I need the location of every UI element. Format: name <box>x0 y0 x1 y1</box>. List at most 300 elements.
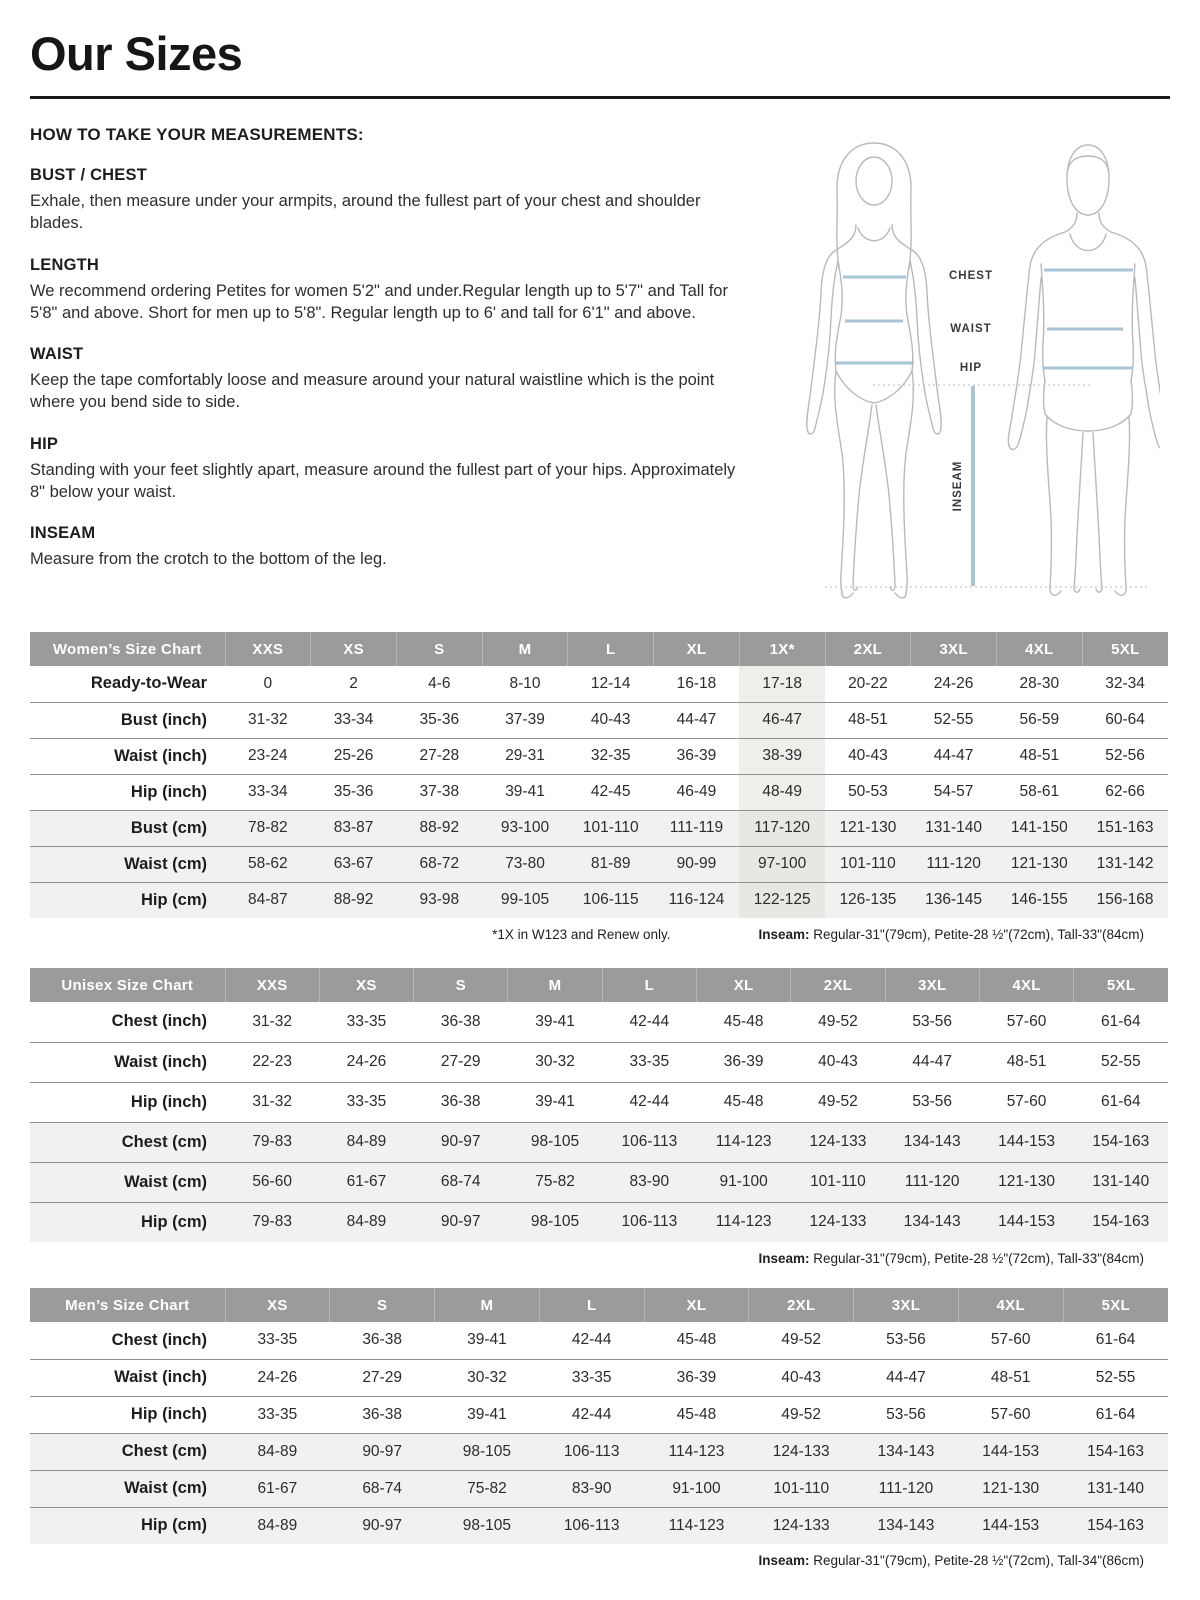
size-cell: 101-110 <box>582 819 639 836</box>
section-title: BUST / CHEST <box>30 166 147 184</box>
table-row <box>30 774 1168 810</box>
size-cell: 40-43 <box>590 711 631 728</box>
header-row <box>30 1288 1168 1322</box>
female-right-leg-inner <box>876 405 895 590</box>
size-cell: 61-64 <box>1101 1093 1141 1110</box>
size-cell: 42-44 <box>571 1405 612 1423</box>
size-cell: 144-153 <box>982 1442 1040 1460</box>
size-cell: 53-56 <box>886 1405 926 1423</box>
size-cell: 36-39 <box>676 1368 717 1386</box>
instruction-sections <box>30 166 760 570</box>
size-cell: 57-60 <box>1006 1093 1047 1110</box>
size-cell: 45-48 <box>723 1093 764 1110</box>
size-cell: 101-110 <box>810 1173 866 1190</box>
size-cell: 91-100 <box>719 1173 768 1190</box>
table-row <box>30 882 1168 918</box>
size-cell: 44-47 <box>912 1053 953 1070</box>
size-cell: 81-89 <box>590 855 631 872</box>
size-cell: 99-105 <box>500 891 550 909</box>
row-label: Hip (inch) <box>130 1405 207 1423</box>
size-cell: 48-51 <box>1019 747 1060 764</box>
size-cell: 42-45 <box>590 783 631 800</box>
table-footnote <box>30 1251 1170 1266</box>
size-column-header: XL <box>696 968 790 1002</box>
body-figures-illustration <box>770 135 1160 615</box>
size-column-header: XS <box>225 1288 330 1322</box>
size-cell: 25-26 <box>333 747 374 764</box>
row-label: Hip (cm) <box>141 1212 207 1231</box>
womens-size-chart <box>30 632 1170 942</box>
row-label: Chest (cm) <box>121 1132 207 1151</box>
size-table <box>30 1288 1168 1544</box>
size-cell: 61-64 <box>1095 1331 1136 1349</box>
size-column-header: 2XL <box>825 632 911 666</box>
size-column-header: L <box>602 968 696 1002</box>
size-cell: 40-43 <box>781 1368 822 1386</box>
size-cell: 111-120 <box>926 855 981 872</box>
measurement-instructions <box>30 125 760 570</box>
size-cell: 35-36 <box>419 711 460 728</box>
size-column-header: L <box>539 1288 644 1322</box>
size-cell: 98-105 <box>530 1213 580 1231</box>
size-column-header: 2XL <box>791 968 885 1002</box>
section-title: WAIST <box>30 345 84 364</box>
size-cell: 48-51 <box>1006 1053 1047 1070</box>
size-column-header: S <box>330 1288 435 1322</box>
measurement-section <box>30 256 760 325</box>
mens-size-chart <box>30 1288 1170 1568</box>
measurement-section <box>30 166 760 235</box>
size-cell: 114-123 <box>715 1213 772 1231</box>
female-right-leg <box>904 371 914 592</box>
size-cell: 33-35 <box>346 1093 387 1110</box>
female-torso-left <box>835 261 842 371</box>
size-cell: 27-28 <box>419 747 460 764</box>
row-label: Bust (cm) <box>130 818 207 837</box>
size-cell: 131-142 <box>1096 855 1154 872</box>
size-cell: 97-100 <box>739 846 825 882</box>
size-column-header: 3XL <box>911 632 997 666</box>
size-cell: 146-155 <box>1010 891 1068 909</box>
size-cell: 124-133 <box>772 1442 830 1460</box>
size-cell: 50-53 <box>848 783 888 800</box>
size-column-header: XS <box>319 968 413 1002</box>
table-row <box>30 738 1168 774</box>
table-row <box>30 1002 1168 1042</box>
size-column-header: XS <box>311 632 397 666</box>
size-cell: 106-113 <box>563 1516 620 1534</box>
female-neckline <box>858 228 890 241</box>
female-left-foot <box>842 592 853 598</box>
female-left-leg <box>835 371 845 592</box>
size-cell: 33-35 <box>629 1053 670 1070</box>
table-row <box>30 810 1168 846</box>
size-cell: 84-89 <box>346 1133 387 1150</box>
size-cell: 53-56 <box>912 1012 953 1030</box>
section-body: Standing with your feet slightly apart, measure around the fullest part of your hips. Approximately 8" below your waist. <box>30 460 736 501</box>
size-cell: 39-41 <box>467 1405 507 1423</box>
size-cell: 31-32 <box>252 1012 292 1030</box>
size-cell: 141-150 <box>1010 819 1068 836</box>
footnote-inseam-note: Inseam: Regular-31"(79cm), Petite-28 ½"(72cm), Tall-33"(84cm) <box>758 1251 1144 1266</box>
size-column-header: 2XL <box>749 1288 854 1322</box>
table-row <box>30 1162 1168 1202</box>
female-face <box>856 157 892 205</box>
size-column-header: 3XL <box>854 1288 959 1322</box>
size-cell: 90-97 <box>362 1442 402 1460</box>
size-column-header: 4XL <box>996 632 1082 666</box>
size-cell: 23-24 <box>248 747 288 764</box>
size-cell: 121-130 <box>998 1173 1055 1190</box>
size-column-header: 3XL <box>885 968 979 1002</box>
section-body: Keep the tape comfortably loose and measure around your natural waistline which is the point where you bend side to side. <box>30 371 715 412</box>
size-cell: 27-29 <box>362 1368 402 1386</box>
size-cell: 39-41 <box>535 1093 575 1110</box>
row-label: Waist (cm) <box>124 854 207 873</box>
size-cell: 32-35 <box>590 747 631 764</box>
size-cell: 44-47 <box>676 711 717 728</box>
size-cell: 33-35 <box>346 1012 387 1030</box>
size-cell: 101-110 <box>840 855 896 872</box>
size-cell: 60-64 <box>1105 711 1145 728</box>
size-cell: 114-123 <box>668 1442 725 1460</box>
measurement-guide <box>30 125 1170 625</box>
male-hair <box>1067 156 1109 175</box>
size-cell: 36-39 <box>723 1053 764 1070</box>
instructions-heading: HOW TO TAKE YOUR MEASUREMENTS: <box>30 125 364 144</box>
size-cell: 40-43 <box>848 747 888 764</box>
footnote-inseam-note: Inseam: Regular-31"(79cm), Petite-28 ½"(72cm), Tall-34"(86cm) <box>758 1553 1144 1568</box>
size-cell: 90-97 <box>440 1213 481 1231</box>
table-row <box>30 1507 1168 1544</box>
row-label: Chest (cm) <box>121 1442 207 1460</box>
size-cell: 53-56 <box>912 1093 953 1110</box>
hip-label: HIP <box>959 362 983 374</box>
size-cell: 49-52 <box>781 1405 822 1423</box>
size-cell: 40-43 <box>818 1053 858 1070</box>
table-row <box>30 1202 1168 1242</box>
size-cell: 37-38 <box>419 783 460 800</box>
size-cell: 68-74 <box>440 1173 481 1190</box>
size-cell: 58-61 <box>1019 783 1060 800</box>
size-cell: 154-163 <box>1087 1516 1144 1534</box>
table-footnote <box>30 927 1170 942</box>
size-cell: 58-62 <box>248 855 288 872</box>
title-divider <box>30 96 1170 99</box>
size-cell: 106-113 <box>621 1133 678 1150</box>
size-cell: 126-135 <box>839 891 897 909</box>
size-column-header: L <box>568 632 654 666</box>
size-cell: 156-168 <box>1096 891 1154 909</box>
female-hair <box>837 143 911 269</box>
size-cell: 78-82 <box>248 819 288 836</box>
size-column-header: XXS <box>225 968 319 1002</box>
footnote-asterisk-note: *1X in W123 and Renew only. <box>492 927 671 942</box>
size-cell: 42-44 <box>571 1331 612 1349</box>
size-cell: 91-100 <box>672 1479 721 1497</box>
size-cell: 49-52 <box>818 1012 858 1030</box>
size-cell: 111-120 <box>878 1479 934 1497</box>
size-cell: 121-130 <box>1010 855 1068 872</box>
size-cell: 48-51 <box>848 711 888 728</box>
size-cell: 134-143 <box>877 1516 935 1534</box>
size-cell: 111-120 <box>904 1173 960 1190</box>
size-cell: 33-34 <box>248 783 288 800</box>
size-cell: 101-110 <box>773 1479 830 1497</box>
size-cell: 36-38 <box>362 1331 402 1349</box>
measurement-section <box>30 435 760 504</box>
size-cell: 24-26 <box>346 1053 387 1070</box>
table-row <box>30 666 1168 702</box>
male-torso-left <box>1041 264 1045 381</box>
size-cell: 111-119 <box>669 819 724 836</box>
size-cell: 54-57 <box>933 783 974 800</box>
unisex-size-chart <box>30 968 1170 1266</box>
size-cell: 88-92 <box>333 891 374 909</box>
size-cell: 83-90 <box>629 1173 670 1190</box>
size-cell: 84-87 <box>248 891 288 909</box>
size-cell: 42-44 <box>629 1093 670 1110</box>
size-cell: 90-97 <box>440 1133 481 1150</box>
size-cell: 28-30 <box>1019 674 1060 692</box>
size-cell: 98-105 <box>462 1516 512 1534</box>
table-row <box>30 1122 1168 1162</box>
size-cell: 151-163 <box>1096 819 1154 836</box>
size-cell: 44-47 <box>933 747 974 764</box>
size-table <box>30 632 1168 918</box>
size-cell: 131-140 <box>1087 1479 1144 1497</box>
size-cell: 45-48 <box>723 1012 764 1030</box>
size-cell: 79-83 <box>252 1133 292 1150</box>
size-cell: 24-26 <box>257 1368 298 1386</box>
size-cell: 131-140 <box>925 819 983 836</box>
size-cell: 93-98 <box>419 891 460 909</box>
female-left-leg-inner <box>853 405 872 590</box>
size-cell: 52-55 <box>1095 1368 1136 1386</box>
size-cell: 39-41 <box>467 1331 507 1349</box>
size-charts <box>30 632 1170 1568</box>
size-column-header: 4XL <box>958 1288 1063 1322</box>
size-cell: 114-123 <box>715 1133 772 1150</box>
size-cell: 30-32 <box>467 1368 507 1386</box>
row-label: Bust (inch) <box>120 710 207 729</box>
table-row <box>30 1359 1168 1396</box>
size-cell: 36-39 <box>676 747 717 764</box>
size-cell: 124-133 <box>809 1213 867 1231</box>
size-cell: 35-36 <box>333 783 374 800</box>
row-label: Chest (inch) <box>111 1012 207 1031</box>
size-cell: 56-59 <box>1019 711 1060 728</box>
size-cell: 32-34 <box>1105 674 1145 692</box>
size-cell: 124-133 <box>809 1133 867 1150</box>
size-cell: 22-23 <box>252 1053 292 1070</box>
size-cell: 131-140 <box>1092 1173 1150 1190</box>
page-title: Our Sizes <box>30 27 243 80</box>
inseam-label: INSEAM <box>952 460 964 512</box>
size-cell: 24-26 <box>933 674 974 692</box>
size-cell: 39-41 <box>505 783 545 800</box>
male-figure <box>1008 145 1160 595</box>
section-title: LENGTH <box>30 255 100 274</box>
size-cell: 36-38 <box>362 1405 402 1423</box>
section-title: INSEAM <box>30 524 96 543</box>
male-right-leg <box>1125 416 1130 587</box>
size-cell: 154-163 <box>1092 1213 1150 1231</box>
chart-title: Women’s Size Chart <box>30 632 225 666</box>
size-table <box>30 968 1168 1242</box>
table-row <box>30 1082 1168 1122</box>
male-neck-right <box>1099 213 1111 232</box>
header-row <box>30 968 1168 1002</box>
size-cell: 63-67 <box>333 855 374 872</box>
size-cell: 57-60 <box>1006 1012 1047 1030</box>
female-left-arm <box>807 225 856 434</box>
size-column-header: 1X* <box>739 632 825 666</box>
size-column-header: S <box>396 632 482 666</box>
row-label: Chest (inch) <box>111 1330 207 1349</box>
size-column-header: S <box>414 968 508 1002</box>
size-cell: 52-55 <box>933 711 974 728</box>
male-right-leg-inner <box>1093 433 1102 592</box>
size-cell: 84-89 <box>346 1213 387 1231</box>
size-cell: 29-31 <box>505 747 545 764</box>
size-cell: 154-163 <box>1092 1133 1150 1150</box>
size-cell: 31-32 <box>252 1093 292 1110</box>
male-neckline <box>1070 234 1106 251</box>
male-left-leg <box>1046 416 1051 587</box>
size-cell: 12-14 <box>590 674 631 692</box>
size-cell: 4-6 <box>428 674 451 692</box>
size-cell: 114-123 <box>668 1516 725 1534</box>
size-cell: 134-143 <box>903 1133 961 1150</box>
female-right-arm <box>892 225 941 434</box>
size-cell: 68-72 <box>419 855 460 872</box>
size-cell: 121-130 <box>839 819 897 836</box>
size-cell: 38-39 <box>739 738 825 774</box>
size-cell: 27-29 <box>440 1053 481 1070</box>
size-column-header: 4XL <box>979 968 1073 1002</box>
size-cell: 46-49 <box>676 783 717 800</box>
size-cell: 106-113 <box>621 1213 678 1231</box>
size-cell: 134-143 <box>877 1442 935 1460</box>
size-cell: 84-89 <box>257 1516 298 1534</box>
size-cell: 75-82 <box>535 1173 575 1190</box>
size-cell: 79-83 <box>252 1213 292 1231</box>
male-right-foot <box>1115 587 1126 595</box>
size-cell: 57-60 <box>990 1331 1031 1349</box>
row-label: Hip (cm) <box>141 1516 207 1535</box>
chart-title: Men’s Size Chart <box>30 1288 225 1322</box>
size-cell: 106-113 <box>563 1442 620 1460</box>
size-cell: 33-35 <box>257 1331 298 1349</box>
size-cell: 52-55 <box>1101 1053 1141 1070</box>
size-cell: 83-90 <box>571 1479 612 1497</box>
size-cell: 61-67 <box>346 1173 387 1190</box>
size-cell: 144-153 <box>998 1133 1055 1150</box>
table-row <box>30 1322 1168 1359</box>
size-cell: 20-22 <box>848 674 888 692</box>
size-column-header: 5XL <box>1082 632 1168 666</box>
male-shorts-left <box>1044 381 1046 414</box>
row-label: Hip (cm) <box>141 890 207 909</box>
size-cell: 61-64 <box>1101 1012 1141 1030</box>
size-cell: 124-133 <box>772 1516 830 1534</box>
size-cell: 37-39 <box>505 711 545 728</box>
measurement-section <box>30 345 760 414</box>
row-label: Waist (inch) <box>114 1052 207 1071</box>
size-column-header: XL <box>654 632 740 666</box>
size-cell: 49-52 <box>781 1331 822 1349</box>
female-figure <box>807 143 941 598</box>
size-column-header: M <box>435 1288 540 1322</box>
size-cell: 0 <box>263 674 273 692</box>
size-cell: 2 <box>349 674 358 692</box>
size-column-header: XL <box>644 1288 749 1322</box>
size-cell: 98-105 <box>462 1442 512 1460</box>
size-cell: 88-92 <box>419 819 460 836</box>
size-cell: 84-89 <box>257 1442 298 1460</box>
table-row <box>30 846 1168 882</box>
female-right-foot <box>895 592 906 598</box>
measurement-section <box>30 524 760 570</box>
table-row <box>30 1470 1168 1507</box>
size-cell: 33-35 <box>257 1405 298 1423</box>
size-cell: 144-153 <box>982 1516 1040 1534</box>
row-label: Ready-to-Wear <box>90 674 207 693</box>
size-cell: 56-60 <box>252 1173 292 1190</box>
male-left-arm-inner <box>1029 278 1041 396</box>
size-column-header: M <box>482 632 568 666</box>
row-label: Waist (cm) <box>124 1172 207 1191</box>
size-cell: 53-56 <box>886 1331 926 1349</box>
size-cell: 73-80 <box>505 855 545 872</box>
male-left-leg-inner <box>1074 433 1083 592</box>
size-cell: 45-48 <box>676 1405 717 1423</box>
header-row <box>30 632 1168 666</box>
male-right-arm-inner <box>1135 278 1147 396</box>
size-cell: 17-18 <box>739 666 825 702</box>
size-cell: 31-32 <box>248 711 288 728</box>
size-cell: 62-66 <box>1105 783 1145 800</box>
size-column-header: XXS <box>225 632 311 666</box>
male-torso-right <box>1131 264 1135 381</box>
size-cell: 154-163 <box>1087 1442 1144 1460</box>
size-cell: 90-99 <box>676 855 717 872</box>
table-row <box>30 1042 1168 1082</box>
row-label: Hip (inch) <box>130 782 207 801</box>
chest-label: CHEST <box>949 270 993 282</box>
male-left-foot <box>1050 587 1061 595</box>
size-cell: 44-47 <box>886 1368 926 1386</box>
size-cell: 42-44 <box>629 1012 670 1030</box>
size-cell: 57-60 <box>990 1405 1031 1423</box>
table-row <box>30 702 1168 738</box>
row-label: Waist (cm) <box>124 1479 207 1497</box>
footnote-inseam-note: Inseam: Regular-31"(79cm), Petite-28 ½"(72cm), Tall-33"(84cm) <box>758 927 1144 942</box>
row-label: Hip (inch) <box>130 1092 207 1111</box>
size-cell: 106-115 <box>582 891 639 909</box>
size-cell: 36-38 <box>440 1093 481 1110</box>
section-body: Exhale, then measure under your armpits, around the fullest part of your chest and shoulder blades. <box>30 192 701 233</box>
size-cell: 93-100 <box>500 819 550 836</box>
table-row <box>30 1433 1168 1470</box>
size-column-header: 5XL <box>1063 1288 1168 1322</box>
size-column-header: M <box>508 968 602 1002</box>
size-cell: 116-124 <box>668 891 725 909</box>
row-label: Waist (inch) <box>114 746 207 765</box>
size-cell: 48-51 <box>990 1368 1031 1386</box>
size-cell: 16-18 <box>676 674 717 692</box>
